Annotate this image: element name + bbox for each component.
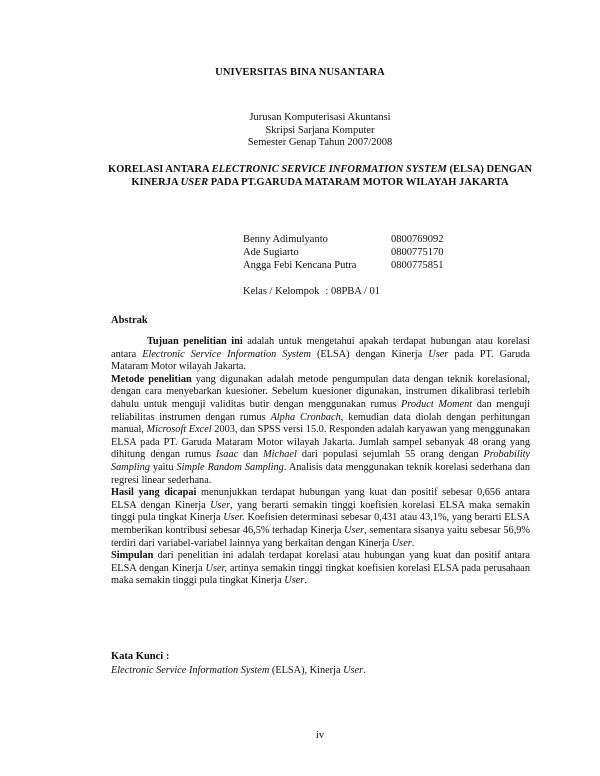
italic-text: User (344, 524, 365, 536)
author-list (243, 233, 444, 272)
class-group-label: Kelas / Kelompok (243, 286, 320, 297)
department-line: Jurusan Komputerisasi Akuntansi (249, 112, 391, 123)
italic-text: User, (205, 562, 227, 574)
text: yang digunakan adalah metode pengumpulan data dengan teknik korelasional, dengan cara menyebarkan kuesioner. Sebelum kuesioner digunakan, instrumen dikalibrasi terlebih dahulu untuk menguji validitas butir dengan menggunakan rumus (111, 373, 530, 410)
class-group-value: : 08PBA / 01 (325, 286, 380, 297)
title-part: KORELASI ANTARA (107, 164, 212, 175)
author-name: Benny Adimulyanto (243, 234, 328, 245)
class-group (243, 286, 380, 297)
italic-text: Michael (263, 449, 297, 461)
text: artinya semakin tinggi tingkat koefisien korelasi ELSA pada perusahaan maka semakin tinggi pula tingkat Kinerja (111, 562, 530, 587)
thesis-title (95, 163, 545, 189)
text: (ELSA) dengan Kinerja (310, 348, 429, 360)
italic-text: Alpha Cronbach (270, 411, 341, 423)
text: pada PT. Garuda Mataram Motor wilayah Jakarta. (111, 348, 530, 373)
title-part-italic: USER (180, 177, 209, 188)
text: yaitu (149, 461, 177, 473)
bold-lead: Tujuan penelitian ini (147, 336, 243, 347)
text: . Analisis data menggunakan teknik korelasi sederhana dan regresi linear sederhana. (111, 461, 530, 486)
italic-text: User (210, 499, 231, 511)
author-name: Ade Sugiarto (243, 247, 299, 258)
italic-text: User (284, 575, 305, 587)
bold-lead: Hasil yang dicapai (111, 487, 197, 499)
italic-text: Electronic Service Information System (111, 665, 270, 676)
italic-text: Electronic Service Information System (142, 348, 311, 360)
text: menunjukkan terdapat hubungan yang kuat dan positif sebesar 0,656 antara ELSA dengan Kinerja (111, 487, 530, 511)
text: adalah untuk mengetahui apakah terdapat hubungan atau korelasi antara (111, 336, 530, 360)
text: dari populasi sejumlah 55 orang dengan (296, 449, 484, 461)
text: . (304, 575, 307, 587)
abstract-body (111, 336, 530, 588)
text: . (363, 665, 366, 676)
text: Koefisien determinasi sebesar 0,431 atau 43,1%, yang berarti ELSA memberikan kontribusi sebesar 46,5% terhadap Kinerja (111, 512, 530, 536)
author-nim: 0800769092 (391, 234, 444, 245)
page-number: iv (315, 730, 325, 741)
text: 2003, dan SPSS versi 15.0. Responden adalah karyawan yang menggunakan ELSA pada PT. Garuda Mataram Motor wilayah Jakarta. Jumlah sampel sebanyak 48 orang yang dihitung dengan rumus (111, 424, 530, 461)
italic-text: User. (223, 512, 245, 524)
abstract-paragraph-method (111, 374, 530, 487)
text: . (411, 537, 415, 549)
keywords-heading: Kata Kunci : (111, 651, 170, 662)
text: , kemudian data diolah dengan perhitungan manual, (111, 411, 530, 436)
keywords-list (111, 665, 366, 676)
italic-text: Probability Sampling (111, 449, 531, 473)
title-part: (ELSA) DENGAN KINERJA (131, 164, 533, 188)
text: dari penelitian ini adalah terdapat korelasi atau hubungan yang kuat dan positif antara ELSA dengan Kinerja (111, 550, 530, 574)
text: dan (238, 449, 264, 461)
italic-text: User (428, 348, 449, 360)
document-header (0, 112, 600, 150)
italic-text: Isaac (215, 449, 239, 461)
author-row (243, 259, 444, 272)
author-nim: 0800775170 (391, 247, 444, 258)
title-part-italic: ELECTRONIC SERVICE INFORMATION SYSTEM (211, 164, 447, 175)
author-nim: 0800775851 (391, 260, 444, 271)
italic-text: User (391, 537, 412, 549)
semester-line: Semester Genap Tahun 2007/2008 (247, 137, 393, 148)
university-name: UNIVERSITAS BINA NUSANTARA (215, 67, 385, 78)
bold-lead: Simpulan (111, 550, 154, 562)
abstract-heading: Abstrak (111, 315, 148, 326)
text: dan menguji reliabilitas instrumen dengan rumus (111, 398, 531, 423)
italic-text: User (343, 665, 364, 676)
author-name: Angga Febi Kencana Putra (243, 260, 357, 271)
title-part: PADA PT.GARUDA MATARAM MOTOR WILAYAH JAKARTA (208, 177, 509, 188)
author-row (243, 233, 444, 246)
abstract-paragraph-purpose (111, 336, 530, 374)
text: (ELSA), Kinerja (269, 665, 344, 676)
text: , yang berarti semakin tinggi koefisien korelasi ELSA maka semakin tinggi pula tingkat Kinerja (111, 499, 531, 524)
text: , sementara sisanya yaitu sebesar 56,9% terdiri dari variabel-variabel lainnya yang berkaitan dengan Kinerja (111, 524, 530, 549)
italic-text: Product Moment (400, 398, 473, 410)
abstract-paragraph-results (111, 487, 530, 550)
italic-text: Microsoft Excel (146, 424, 212, 436)
abstract-paragraph-conclusion (111, 550, 530, 588)
italic-text: Simple Random Sampling (176, 461, 284, 473)
author-row (243, 246, 444, 259)
bold-lead: Metode penelitian (111, 373, 192, 385)
degree-line: Skripsi Sarjana Komputer (265, 124, 375, 136)
